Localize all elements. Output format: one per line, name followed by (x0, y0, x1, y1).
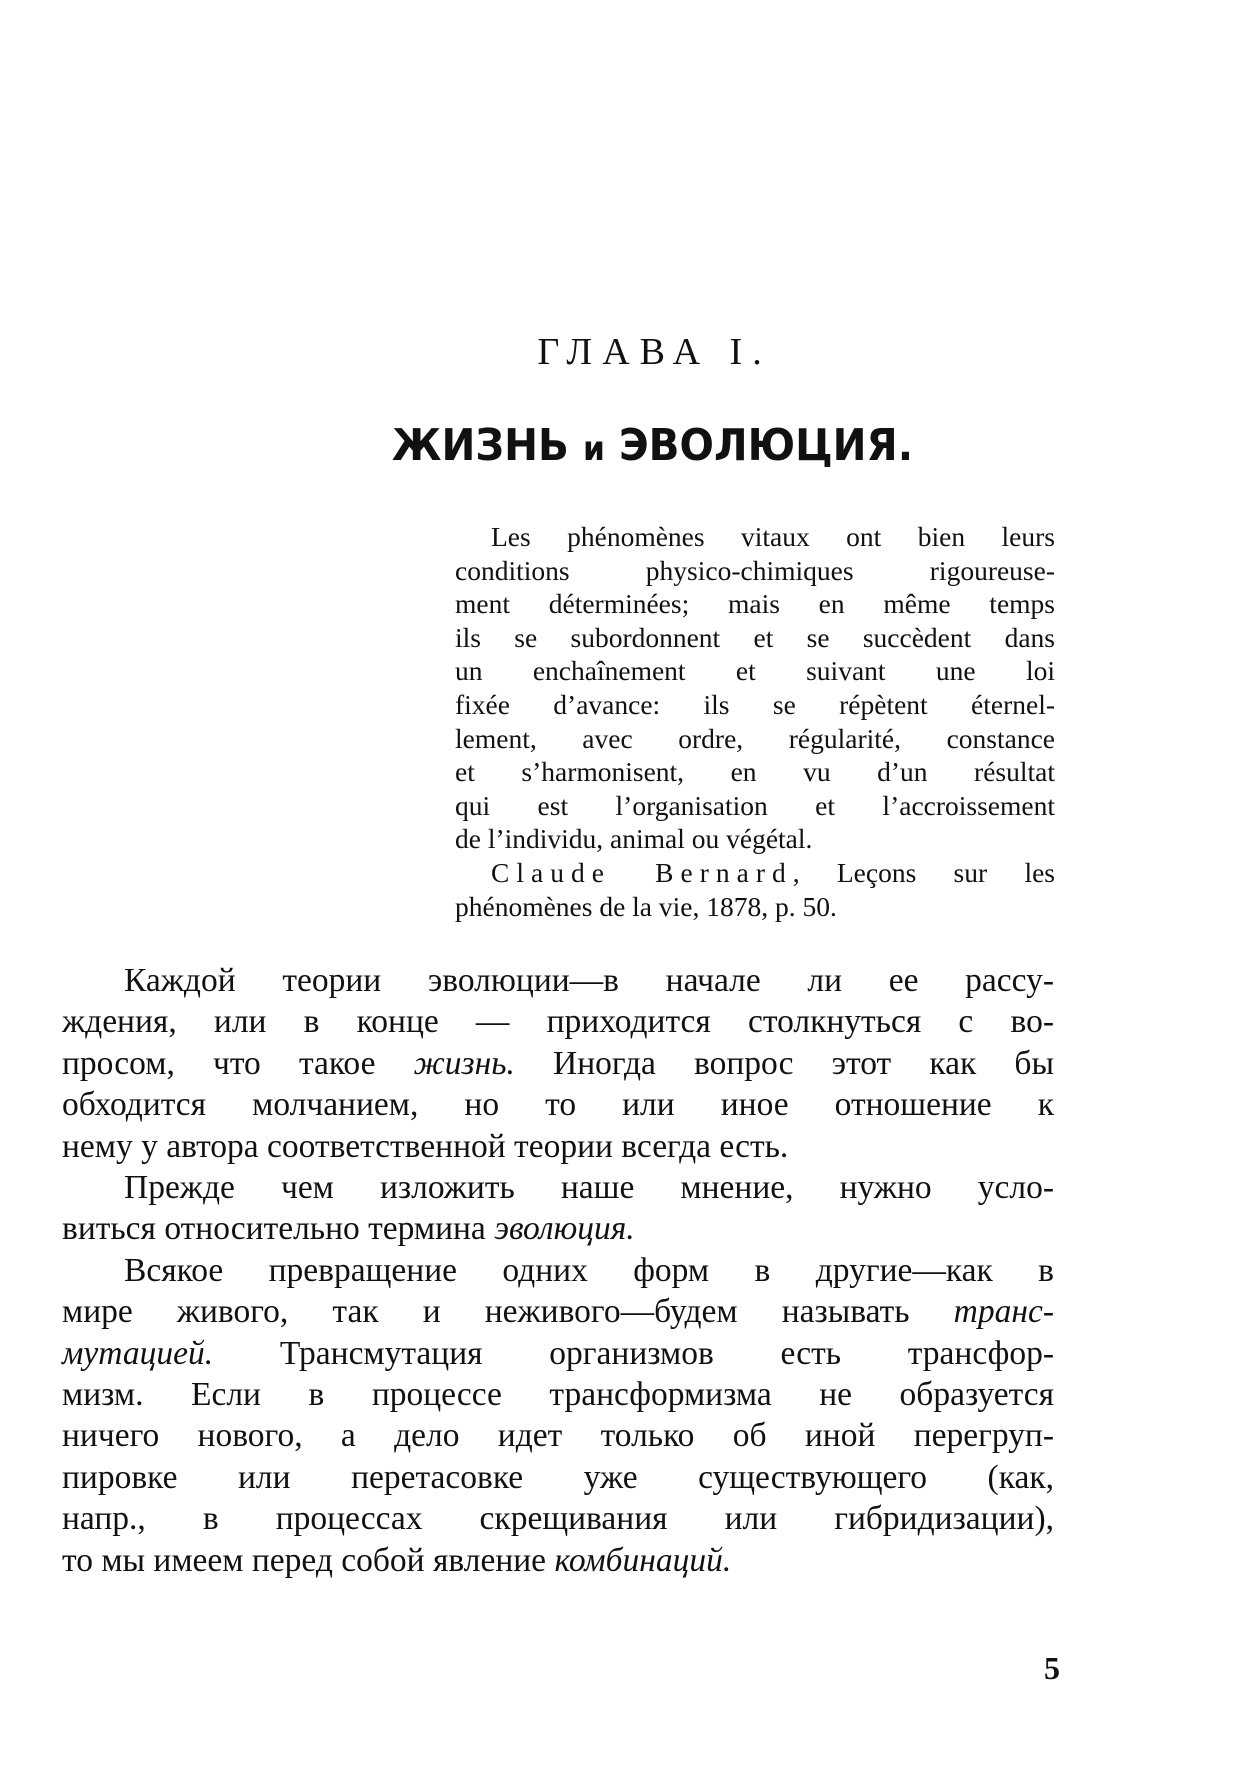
body-line: напр., в процессах скрещивания или гибридизации), (62, 1500, 1054, 1538)
epigraph-line: conditions physico-chimiques rigoureuse- (455, 554, 1055, 586)
body-line (62, 1208, 1054, 1249)
text-run: то мы имеем перед собой явление (62, 1541, 555, 1579)
emphasis-term: эволюция. (494, 1210, 635, 1248)
epigraph-line: un enchaînement et suivant une loi (455, 655, 1055, 687)
body-line: обходится молчанием, но то или иное отношение к (62, 1086, 1054, 1124)
epigraph-line: fixée d’avance: ils se répètent éternel- (455, 688, 1055, 720)
chapter-title-conjunction: и (582, 429, 605, 469)
body-line: ждения, или в конце — приходится столкнуться с во- (62, 1003, 1054, 1041)
body-line (62, 1540, 1054, 1581)
chapter-title-part1: ЖИЗНЬ (391, 420, 569, 471)
text-run: Трансмутация организмов есть трансфор- (213, 1334, 1054, 1372)
body-line: Всякое превращение одних форм в другие—как в (124, 1251, 1054, 1289)
body-line: Каждой теории эволюции—в начале ли ее рассу- (124, 962, 1054, 999)
body-line: нему у автора соответственной теории всегда есть. (62, 1127, 789, 1165)
body-line: пировке или перетасовке уже существующего (как, (62, 1458, 1054, 1496)
body-line: мизм. Если в процессе трансформизма не образуется (62, 1376, 1054, 1414)
body-line (62, 1333, 1054, 1374)
body-line (62, 1043, 1054, 1084)
epigraph (455, 520, 1055, 923)
body-line: ничего нового, а дело идет только об иной перегруп- (62, 1417, 1054, 1455)
epigraph-source-1: , Leçons sur les (792, 856, 1055, 888)
epigraph-attribution (455, 856, 1055, 890)
emphasis-term: мутацией. (62, 1334, 214, 1372)
epigraph-line: ment déterminées; mais en même temps (455, 588, 1055, 620)
epigraph-line: Les phénomènes vitaux ont bien leurs (491, 521, 1055, 552)
body-line (62, 1291, 1054, 1332)
emphasis-term: жизнь. (413, 1044, 515, 1082)
body-line: Прежде чем изложить наше мнение, нужно усло- (124, 1169, 1054, 1207)
emphasis-term: комбинаций. (554, 1541, 732, 1579)
epigraph-line: de l’individu, animal ou végétal. (455, 823, 813, 855)
epigraph-line: lement, avec ordre, régularité, constance (455, 722, 1055, 754)
body-text (62, 960, 1054, 1581)
epigraph-line: qui est l’organisation et l’accroissement (455, 789, 1055, 821)
chapter-title (50, 420, 1208, 471)
chapter-label: ГЛАВА I. (537, 331, 772, 373)
epigraph-line: et s’harmonisent, en vu d’un résultat (455, 756, 1055, 788)
epigraph-line: ils se subordonnent et se succèdent dans (455, 621, 1055, 653)
text-run: просом, что такое (62, 1044, 414, 1082)
epigraph-author: Claude Bernard (491, 856, 793, 888)
chapter-title-part2: ЭВОЛЮЦИЯ. (618, 420, 914, 471)
text-run: виться относительно термина (62, 1210, 495, 1248)
text-run: мире живого, так и неживого—будем называть (62, 1293, 954, 1331)
emphasis-term: транс- (953, 1293, 1054, 1331)
page-number: 5 (1044, 1650, 1060, 1686)
text-run: Иногда вопрос этот как бы (514, 1044, 1054, 1082)
epigraph-source-2: phénomènes de la vie, 1878, p. 50. (455, 890, 837, 922)
